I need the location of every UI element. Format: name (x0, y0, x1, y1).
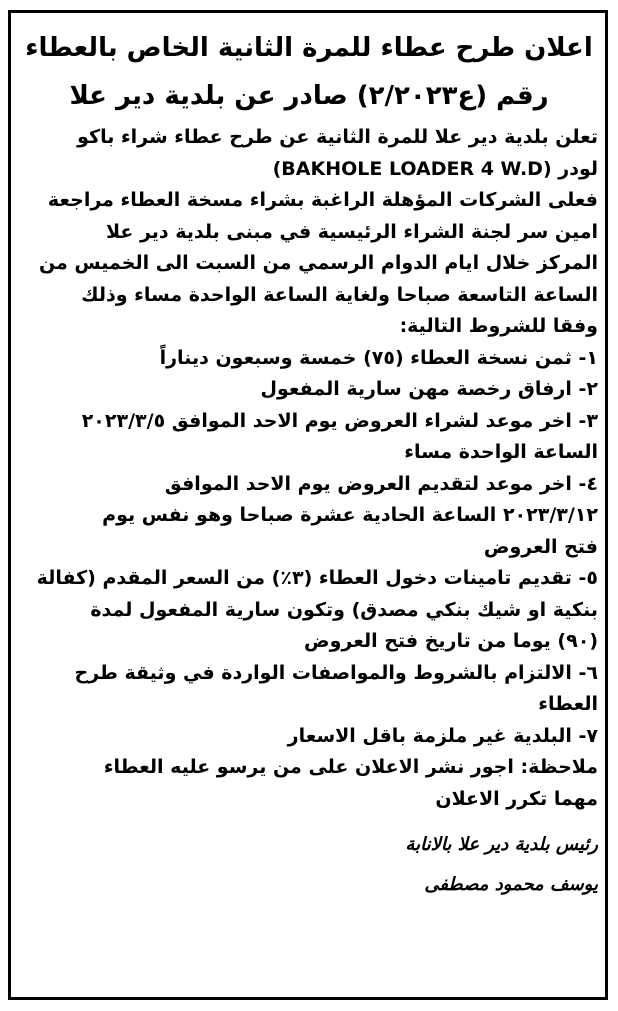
notice-content (20, 24, 598, 905)
notice-title-line-1: اعلان طرح عطاء للمرة الثانية الخاص بالعطاء (25, 33, 593, 63)
condition-6: ٦- الالتزام بالشروط والمواصفات الواردة في وثيقة طرح (74, 661, 598, 684)
notice-title-line-2: رقم (ع٢/٢٠٢٣) صادر عن بلدية دير علا (69, 81, 549, 111)
body-line-3: فعلى الشركات المؤهلة الراغبة بشراء مسخة العطاء مراجعة (47, 189, 598, 211)
notice-body (20, 122, 598, 815)
signature-block (20, 825, 598, 905)
body-line-6: الساعة التاسعة صباحا ولغاية الساعة الواحدة مساء وذلك (81, 283, 598, 306)
condition-4-cont-1: ٢٠٢٣/٣/١٢ الساعة الحادية عشرة صباحا وهو نفس يوم (102, 504, 598, 526)
body-line-2: لودر (BAKHOLE LOADER 4 W.D) (272, 157, 598, 180)
condition-3-cont: الساعة الواحدة مساء (404, 441, 598, 463)
body-line-4: امين سر لجنة الشراء الرئيسية في مبنى بلدية دير علا (105, 220, 598, 243)
condition-5-cont-2: (٩٠) يوما من تاريخ فتح العروض (304, 630, 598, 652)
condition-5-cont-1: بنكية او شيك بنكي مصدق) وتكون سارية المفعول لمدة (90, 598, 598, 621)
body-line-7: وفقا للشروط التالية: (399, 315, 598, 337)
condition-4-cont-2: فتح العروض (483, 535, 598, 558)
condition-6-cont: العطاء (538, 693, 598, 715)
signature-title: رئيس بلدية دير علا بالانابة (405, 834, 598, 855)
body-line-5: المركز خلال ايام الدوام الرسمي من السبت الى الخميس من (38, 252, 598, 274)
condition-3: ٣- اخر موعد لشراء العروض يوم الاحد الموافق ٢٠٢٣/٣/٥ (81, 409, 598, 432)
note-line-2: مهما تكرر الاعلان (435, 787, 598, 810)
note-line-1: ملاحظة: اجور نشر الاعلان على من يرسو عليه العطاء (103, 756, 598, 778)
condition-4: ٤- اخر موعد لتقديم العروض يوم الاحد الموافق (164, 472, 598, 495)
condition-1: ١- ثمن نسخة العطاء (٧٥) خمسة وسبعون ديناراً (159, 346, 598, 369)
body-line-1: تعلن بلدية دير علا للمرة الثانية عن طرح عطاء شراء باكو (77, 126, 598, 148)
condition-2: ٢- ارفاق رخصة مهن سارية المفعول (260, 378, 598, 400)
condition-7: ٧- البلدية غير ملزمة باقل الاسعار (287, 724, 598, 747)
condition-5: ٥- تقديم تامينات دخول العطاء (٣٪) من السعر المقدم (كفالة (36, 567, 598, 589)
signature-name: يوسف محمود مصطفى (424, 874, 598, 895)
